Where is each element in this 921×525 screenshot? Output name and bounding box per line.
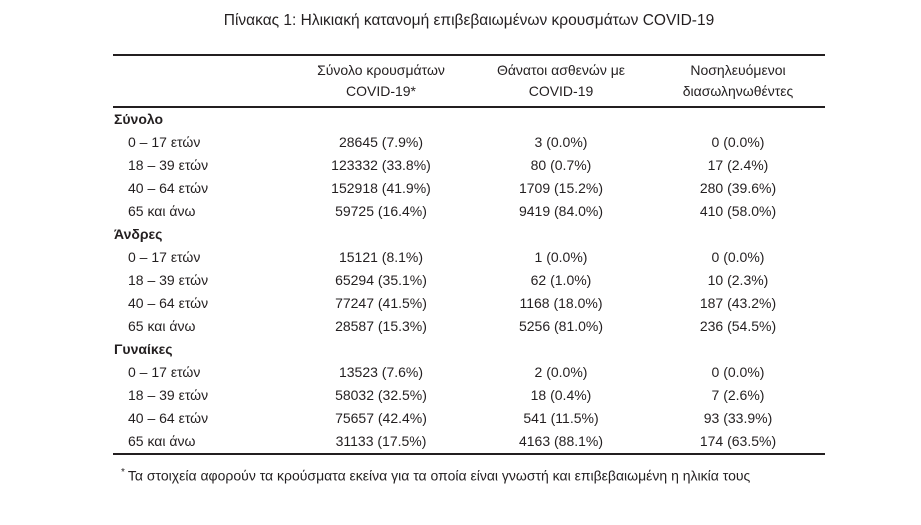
table-row bbox=[113, 407, 825, 430]
age-cell: 40 – 64 ετών bbox=[128, 295, 209, 311]
intubated-cell: 280 (39.6%) bbox=[699, 180, 777, 196]
age-cell: 40 – 64 ετών bbox=[128, 410, 209, 426]
cases-cell: 13523 (7.6%) bbox=[338, 364, 424, 380]
header-cases bbox=[291, 55, 471, 107]
cases-cell: 65294 (35.1%) bbox=[335, 272, 427, 288]
deaths-cell: 3 (0.0%) bbox=[534, 134, 588, 150]
age-cell: 65 και άνω bbox=[128, 318, 196, 334]
section-header-row bbox=[113, 338, 825, 361]
table-row bbox=[113, 315, 825, 338]
header-deaths-line2: COVID-19 bbox=[528, 83, 594, 99]
deaths-cell: 1168 (18.0%) bbox=[519, 295, 603, 311]
cases-cell: 123332 (33.8%) bbox=[331, 157, 431, 173]
cases-cell: 59725 (16.4%) bbox=[335, 203, 427, 219]
cases-cell: 58032 (32.5%) bbox=[335, 387, 427, 403]
cases-cell: 152918 (41.9%) bbox=[331, 180, 431, 196]
data-table bbox=[113, 54, 825, 455]
intubated-cell: 0 (0.0%) bbox=[711, 364, 765, 380]
table-row bbox=[113, 430, 825, 454]
intubated-cell: 0 (0.0%) bbox=[711, 134, 765, 150]
header-row-label bbox=[113, 55, 291, 107]
intubated-cell: 93 (33.9%) bbox=[703, 410, 773, 426]
table-row bbox=[113, 361, 825, 384]
intubated-cell: 7 (2.6%) bbox=[711, 387, 765, 403]
table-row bbox=[113, 384, 825, 407]
header-cases-line1: Σύνολο κρουσμάτων bbox=[317, 62, 445, 78]
table-row bbox=[113, 269, 825, 292]
deaths-cell: 541 (11.5%) bbox=[523, 410, 599, 426]
age-cell: 0 – 17 ετών bbox=[128, 134, 201, 150]
deaths-cell: 4163 (88.1%) bbox=[518, 433, 604, 449]
deaths-cell: 80 (0.7%) bbox=[530, 157, 592, 173]
header-cases-line2: COVID-19* bbox=[345, 83, 417, 99]
table-row bbox=[113, 154, 825, 177]
age-cell: 65 και άνω bbox=[128, 203, 196, 219]
section-label: Άνδρες bbox=[114, 226, 163, 242]
age-cell: 18 – 39 ετών bbox=[128, 272, 209, 288]
header-intubated-line1: Νοσηλευόμενοι bbox=[690, 62, 786, 78]
table-row bbox=[113, 131, 825, 154]
intubated-cell: 174 (63.5%) bbox=[699, 433, 777, 449]
header-intubated-line2: διασωληνωθέντες bbox=[682, 83, 794, 99]
cases-cell: 15121 (8.1%) bbox=[338, 249, 424, 265]
header-intubated bbox=[651, 55, 825, 107]
table-row bbox=[113, 177, 825, 200]
table-title: Πίνακας 1: Ηλικιακή κατανομή επιβεβαιωμένων κρουσμάτων COVID-19 bbox=[223, 12, 715, 29]
age-cell: 65 και άνω bbox=[128, 433, 196, 449]
covid-age-table bbox=[113, 54, 825, 455]
deaths-cell: 1 (0.0%) bbox=[534, 249, 588, 265]
cases-cell: 31133 (17.5%) bbox=[335, 433, 427, 449]
age-cell: 18 – 39 ετών bbox=[128, 387, 209, 403]
deaths-cell: 2 (0.0%) bbox=[534, 364, 588, 380]
header-row bbox=[113, 55, 825, 107]
header-deaths bbox=[471, 55, 651, 107]
section-header-row bbox=[113, 223, 825, 246]
intubated-cell: 10 (2.3%) bbox=[707, 272, 769, 288]
footnote-asterisk: * bbox=[121, 467, 125, 478]
intubated-cell: 187 (43.2%) bbox=[699, 295, 777, 311]
cases-cell: 75657 (42.4%) bbox=[335, 410, 427, 426]
deaths-cell: 62 (1.0%) bbox=[530, 272, 592, 288]
section-label: Γυναίκες bbox=[114, 341, 173, 357]
cases-cell: 28587 (15.3%) bbox=[335, 318, 427, 334]
footnote bbox=[121, 463, 825, 486]
age-cell: 40 – 64 ετών bbox=[128, 180, 209, 196]
deaths-cell: 5256 (81.0%) bbox=[518, 318, 604, 334]
cases-cell: 77247 (41.5%) bbox=[335, 295, 427, 311]
intubated-cell: 236 (54.5%) bbox=[699, 318, 777, 334]
deaths-cell: 9419 (84.0%) bbox=[518, 203, 604, 219]
age-cell: 18 – 39 ετών bbox=[128, 157, 209, 173]
deaths-cell: 18 (0.4%) bbox=[530, 387, 592, 403]
footnote-text: Τα στοιχεία αφορούν τα κρούσματα εκείνα για τα οποία είναι γνωστή και επιβεβαιωμένη η ηλικία τους bbox=[127, 467, 751, 484]
table-row bbox=[113, 246, 825, 269]
table-row bbox=[113, 292, 825, 315]
intubated-cell: 410 (58.0%) bbox=[699, 203, 777, 219]
section-label: Σύνολο bbox=[114, 111, 164, 127]
section-header-row bbox=[113, 107, 825, 131]
intubated-cell: 17 (2.4%) bbox=[707, 157, 769, 173]
age-cell: 0 – 17 ετών bbox=[128, 249, 201, 265]
header-deaths-line1: Θάνατοι ασθενών με bbox=[496, 62, 626, 78]
age-cell: 0 – 17 ετών bbox=[128, 364, 201, 380]
cases-cell: 28645 (7.9%) bbox=[338, 134, 424, 150]
deaths-cell: 1709 (15.2%) bbox=[518, 180, 604, 196]
intubated-cell: 0 (0.0%) bbox=[711, 249, 765, 265]
table-row bbox=[113, 200, 825, 223]
